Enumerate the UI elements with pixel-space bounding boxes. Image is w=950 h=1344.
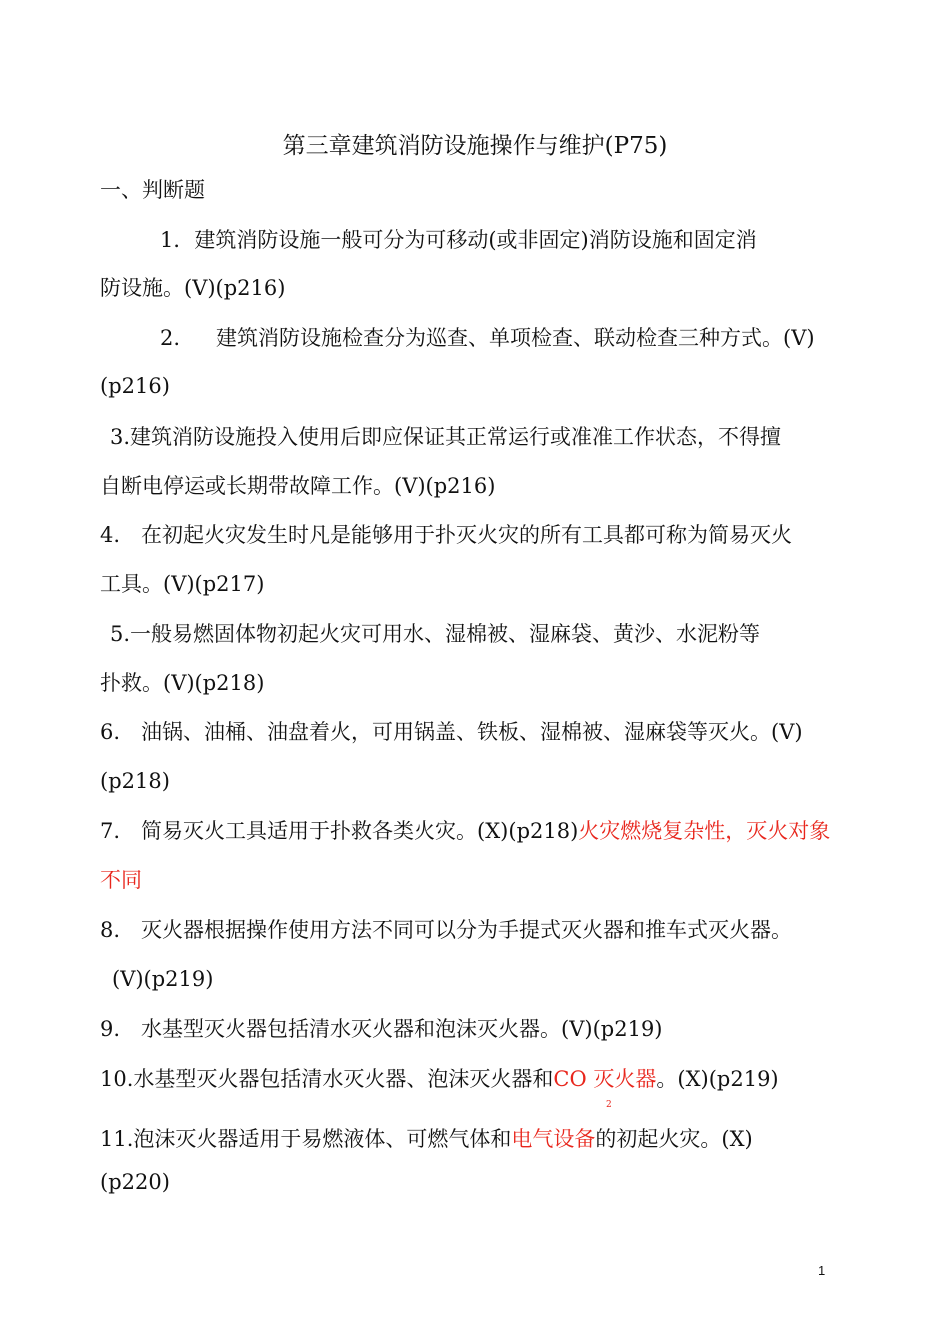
q7-line1	[100, 817, 830, 845]
q9-line1: 9. 水基型灭火器包括清水灭火器和泡沫灭火器。(V)(p219)	[100, 1017, 663, 1041]
q11-line1	[100, 1125, 753, 1153]
q7-note: 火灾燃烧复杂性，灭火对象	[578, 819, 831, 843]
q7-note-line2: 不同	[100, 868, 142, 892]
page-title: 第三章建筑消防设施操作与维护(P75)	[282, 133, 668, 159]
q6-line2: (p218)	[100, 769, 170, 793]
q10-line1	[100, 1065, 779, 1093]
q2-line1: 建筑消防设施检查分为巡查、单项检查、联动检查三种方式。(V)	[216, 326, 815, 350]
q11-red: 电气设备	[511, 1127, 596, 1151]
q3-line1: 3.建筑消防设施投入使用后即应保证其正常运行或准准工作状态，不得擅	[110, 425, 782, 449]
q10-subscript: 2	[606, 1100, 612, 1110]
q3-line2: 自断电停运或长期带故障工作。(V)(p216)	[100, 474, 496, 498]
q8-line2: (V)(p219)	[112, 967, 214, 991]
q1-line1: 1．建筑消防设施一般可分为可移动(或非固定)消防设施和固定消	[160, 228, 757, 252]
q4-line2: 工具。(V)(p217)	[100, 572, 265, 596]
q11-suffix: 的初起火灾。(X)	[595, 1127, 753, 1151]
q1-line2: 防设施。(V)(p216)	[100, 276, 286, 300]
q6-line1: 6. 油锅、油桶、油盘着火，可用锅盖、铁板、湿棉被、湿麻袋等灭火。(V)	[100, 720, 803, 744]
q5-line2: 扑救。(V)(p218)	[100, 671, 265, 695]
q11-prefix: 11.泡沫灭火器适用于易燃液体、可燃气体和	[100, 1127, 512, 1151]
page-number: 1	[818, 1263, 826, 1278]
q2-line2: (p216)	[100, 374, 170, 398]
q10-red: CO 灭火器	[553, 1067, 657, 1091]
q10-suffix: 。(X)(p219)	[656, 1067, 779, 1091]
q5-line1: 5.一般易燃固体物初起火灾可用水、湿棉被、湿麻袋、黄沙、水泥粉等	[110, 622, 761, 646]
q4-line1: 4. 在初起火灾发生时凡是能够用于扑灭火灾的所有工具都可称为简易灭火	[100, 523, 793, 547]
q8-line1: 8. 灭火器根据操作使用方法不同可以分为手提式灭火器和推车式灭火器。	[100, 918, 793, 942]
q10-prefix: 10.水基型灭火器包括清水灭火器、泡沫灭火器和	[100, 1067, 554, 1091]
q2-number: 2.	[160, 326, 181, 350]
q7-text: 7. 简易灭火工具适用于扑救各类火灾。(X)(p218)	[100, 819, 579, 843]
q11-line2: (p220)	[100, 1170, 170, 1194]
section-heading: 一、判断题	[100, 178, 205, 202]
